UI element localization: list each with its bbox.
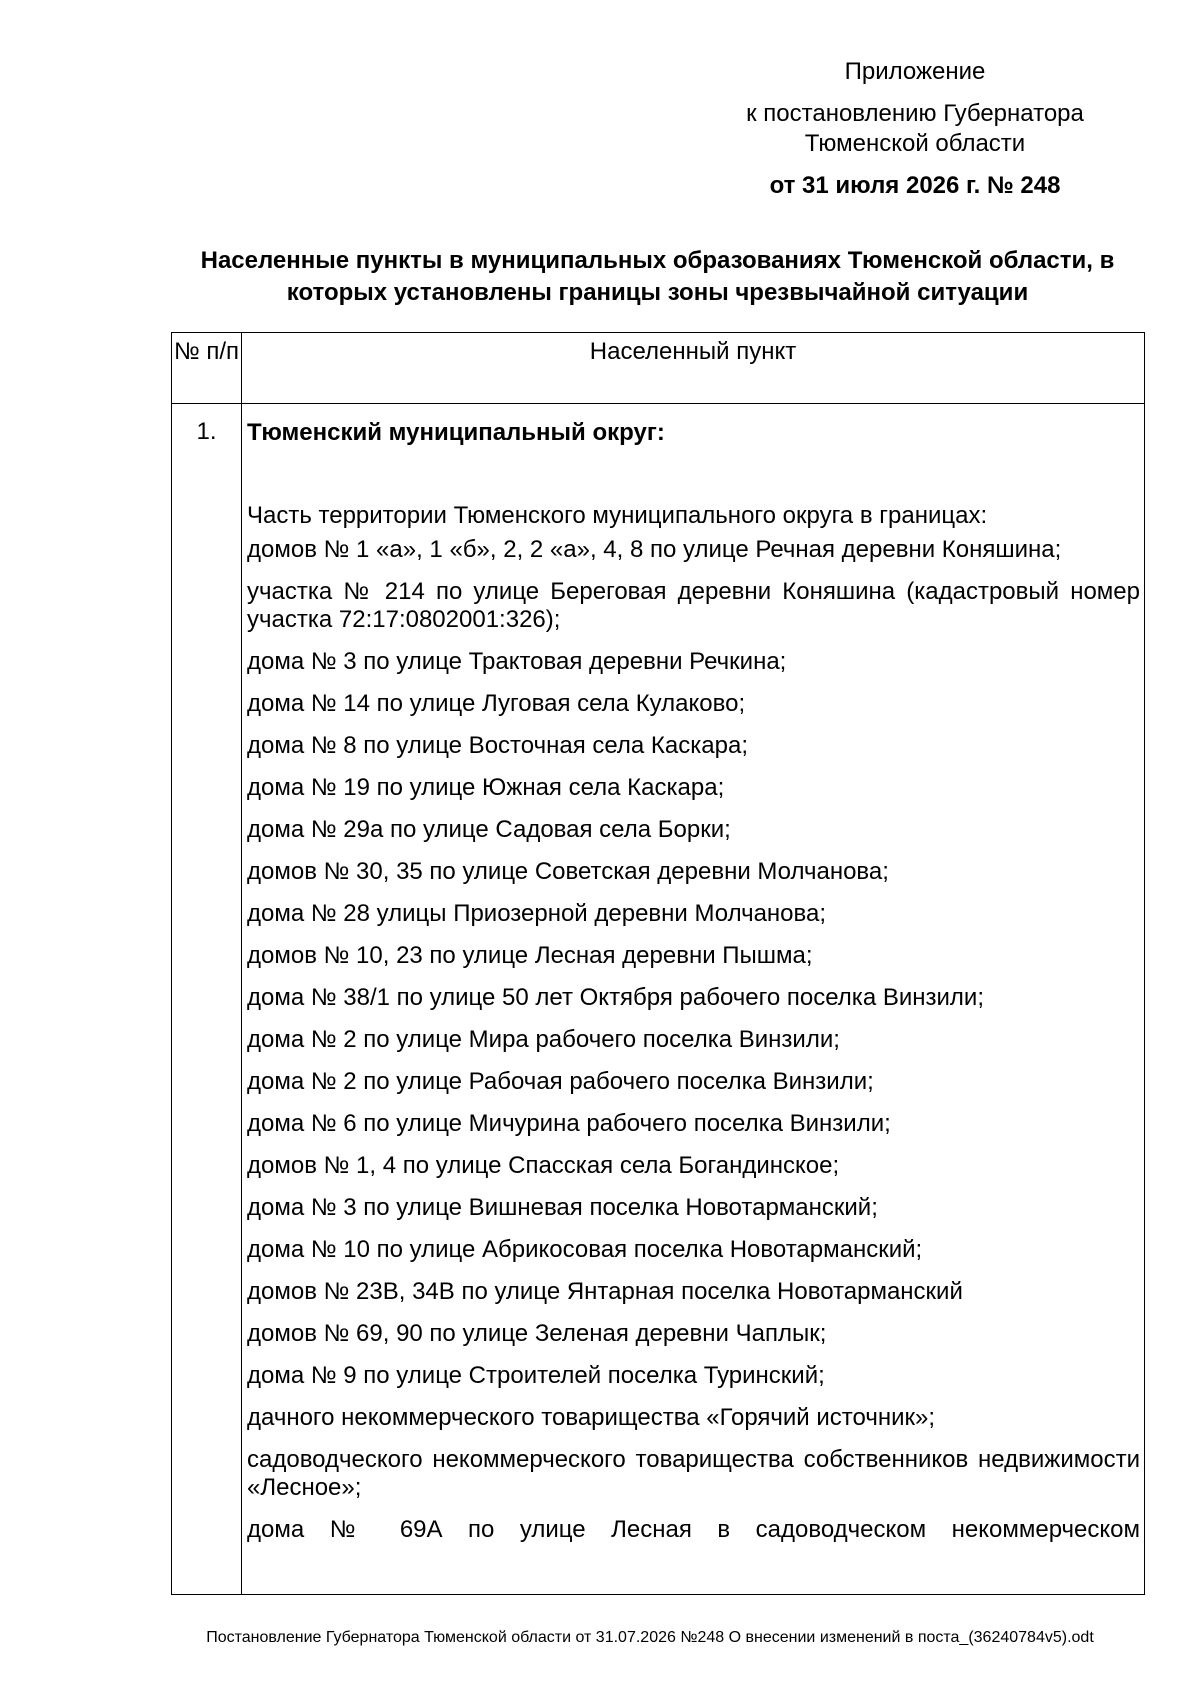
list-item: дома № 6 по улице Мичурина рабочего поселка Винзили; [247, 1110, 891, 1137]
list-item: участка № 214 по улице Береговая деревни Коняшина (кадастровый номер участка 72:17:0802001:326); [247, 578, 1140, 633]
list-item: дома № 9 по улице Строителей поселка Туринский; [247, 1362, 825, 1389]
list-item: дачного некоммерческого товарищества «Горячий источник»; [247, 1404, 936, 1431]
list-item: домов № 23В, 34В по улице Янтарная поселка Новотарманский [247, 1278, 963, 1305]
appendix-region-line: Тюменской области [804, 130, 1026, 157]
list-item: дома № 19 по улице Южная села Каскара; [247, 774, 725, 801]
list-item: дома № 28 улицы Приозерной деревни Молчанова; [247, 900, 827, 927]
list-item: дома № 3 по улице Трактовая деревни Речкина; [247, 648, 787, 675]
document-title: Населенные пункты в муниципальных образованиях Тюменской области, в которых установлены границы зоны чрезвычайной ситуации [200, 247, 1115, 306]
list-item: домов № 10, 23 по улице Лесная деревни Пышма; [247, 942, 813, 969]
list-item: домов № 30, 35 по улице Советская деревни Молчанова; [247, 858, 889, 885]
list-item: дома № 2 по улице Рабочая рабочего поселка Винзили; [247, 1068, 874, 1095]
list-item: дома № 69А по улице Лесная в садоводческом некоммерческом [247, 1516, 1140, 1543]
list-item: дома № 8 по улице Восточная села Каскара; [247, 732, 748, 759]
list-item: дома № 29а по улице Садовая села Борки; [247, 816, 731, 843]
header-settlement-column: Населенный пункт [589, 338, 797, 365]
appendix-date-number: от 31 июля 2026 г. № 248 [769, 172, 1061, 199]
header-number-column: № п/п [173, 338, 240, 365]
list-item: домов № 1, 4 по улице Спасская села Богандинское; [247, 1152, 840, 1179]
page-footer: Постановление Губернатора Тюменской области от 31.07.2026 №248 О внесении изменений в поста_(36240784v5).odt [206, 1629, 1094, 1646]
settlements-table [171, 332, 1145, 1595]
appendix-title: Приложение [844, 58, 986, 85]
list-item: дома № 38/1 по улице 50 лет Октября рабочего поселка Винзили; [247, 984, 984, 1011]
territory-intro: Часть территории Тюменского муниципального округа в границах: [247, 502, 988, 529]
appendix-resolution-line: к постановлению Губернатора [746, 100, 1084, 127]
table-column-divider [241, 333, 242, 1594]
list-item: домов № 69, 90 по улице Зеленая деревни Чаплык; [247, 1320, 827, 1347]
list-item: дома № 14 по улице Луговая села Кулаково; [247, 690, 746, 717]
row-number: 1. [196, 418, 217, 445]
list-item: садоводческого некоммерческого товарищества собственников недвижимости «Лесное»; [247, 1446, 1140, 1501]
district-name: Тюменский муниципальный округ: [247, 419, 665, 446]
table-header-divider [172, 403, 1144, 404]
list-item: домов № 1 «а», 1 «б», 2, 2 «а», 4, 8 по улице Речная деревни Коняшина; [247, 536, 1062, 563]
list-item: дома № 10 по улице Абрикосовая поселка Новотарманский; [247, 1236, 923, 1263]
list-item: дома № 2 по улице Мира рабочего поселка Винзили; [247, 1026, 840, 1053]
list-item: дома № 3 по улице Вишневая поселка Новотарманский; [247, 1194, 878, 1221]
row-content [247, 413, 1140, 1544]
